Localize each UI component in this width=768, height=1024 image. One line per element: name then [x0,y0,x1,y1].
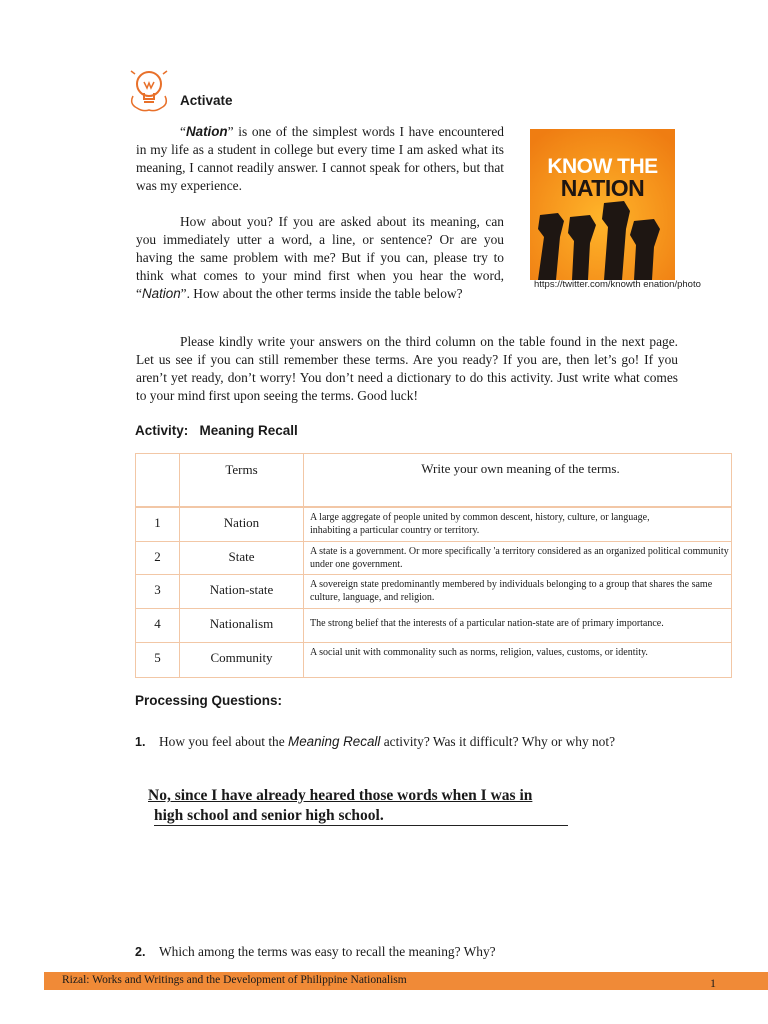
table-row: 3 Nation-state A sovereign state predominantly membered by individuals belonging to a group that shares the same culture, language, and religion. [136,574,732,608]
table-row: 4 Nationalism The strong belief that the interests of a particular nation-state are of primary importance. [136,608,732,642]
intro-paragraph-2: How about you? If you are asked about its meaning, can you immediately utter a word, a line, or sentence? Or are you having the same problem with me? But if you can, please try to think what comes to your mind first when you hear the word, “Nation”. How about the other terms inside the table below? [136,214,504,301]
table-header-row [136,454,732,508]
image-title-line1: KNOW THE [547,155,658,178]
intro-paragraph-1: “Nation” is one of the simplest words I have encountered in my life as a student in college but every time I am asked what its meaning, I cannot readily answer. I cannot speak for others, but that was my experience. [136,124,504,193]
table-row: 1 Nation A large aggregate of people united by common descent, history, culture, or language, inhabiting a particular country or territory. [136,507,732,541]
answer-1-line2: high school and senior high school. [154,806,568,826]
image-caption: https://twitter.com/knowth enation/photo [534,279,701,290]
image-title-line2: NATION [560,175,645,201]
table-row: 2 State A state is a government. Or more specifically 'a territory considered as an organized political community under one government. [136,541,732,574]
nation-word: Nation [185,124,228,139]
activity-heading: Activity: Meaning Recall [135,423,298,438]
activate-heading: Activate [180,93,233,108]
know-the-nation-image [530,129,675,280]
question-2-number: 2. [135,945,146,959]
meaning-recall-table [135,453,732,678]
meaning-recall-em: Meaning Recall [288,734,381,749]
header-meaning: Write your own meaning of the terms. [304,454,732,508]
question-1-number: 1. [135,735,146,749]
page-number: 1 [710,976,716,990]
header-num [136,454,180,508]
footer-title: Rizal: Works and Writings and the Development of Philippine Nationalism [62,974,407,986]
table-row: 5 Community A social unit with commonality such as norms, religion, values, customs, or identity. [136,642,732,677]
lightbulb-icon [129,66,169,116]
nation-word-2: Nation [141,286,181,301]
intro-text [136,123,504,303]
intro-paragraph-3: Please kindly write your answers on the third column on the table found in the next page. Let us see if you can still remember these terms. Are you ready? If you are, then let’s go! If you aren’t yet ready, don’t worry! You don’t need a dictionary to do this activity. Just write what comes to your mind first upon seeing the terms. Good luck! [136,334,678,403]
header-terms: Terms [180,454,304,508]
answer-1-line1: No, since I have already heared those words when I was in [148,787,533,804]
question-2: Which among the terms was easy to recall the meaning? Why? [159,944,496,959]
processing-heading: Processing Questions: [135,693,283,708]
question-1: How you feel about the Meaning Recall activity? Was it difficult? Why or why not? [159,734,616,749]
